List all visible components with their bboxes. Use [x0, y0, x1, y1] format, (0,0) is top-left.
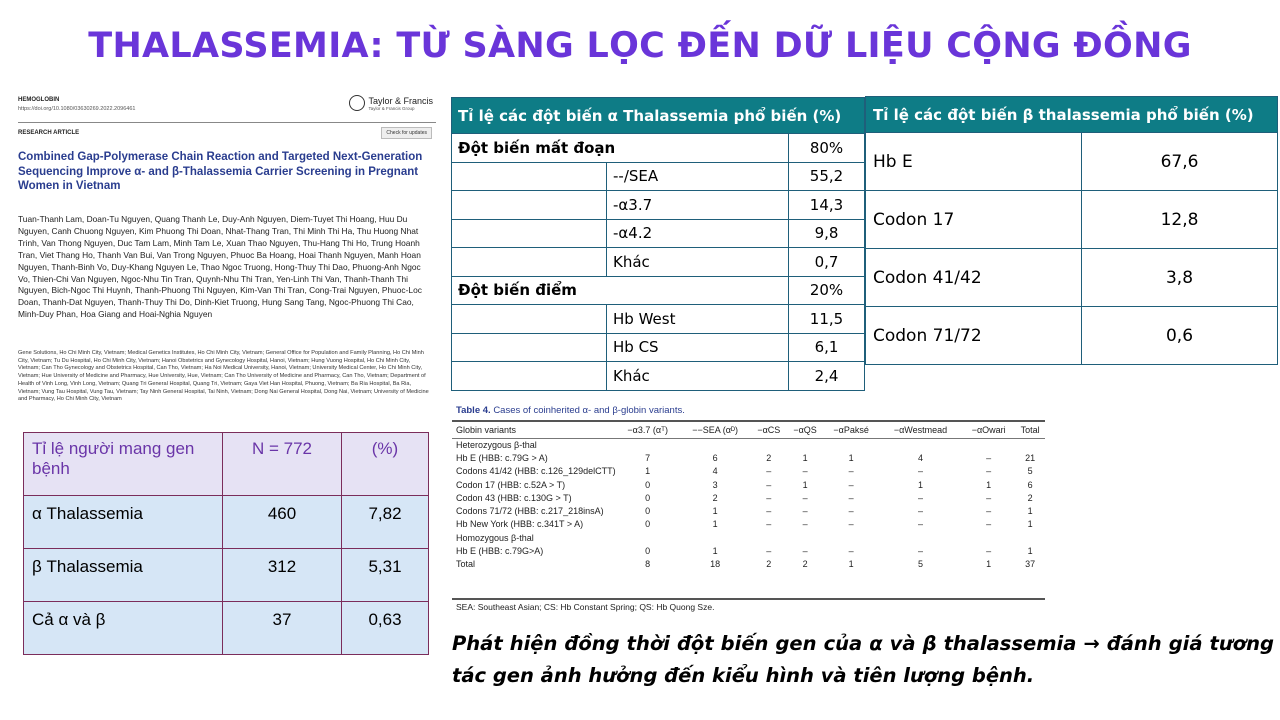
table4-cell: – — [848, 479, 854, 490]
table4-cell: 1 — [1027, 546, 1033, 557]
table4 — [452, 422, 1045, 571]
table4-cell: – — [802, 546, 808, 557]
carrier-row-n: 37 — [223, 602, 342, 655]
table4-cell — [962, 438, 1015, 451]
alpha-row-name: --/SEA — [607, 162, 789, 191]
table-row — [452, 491, 1045, 504]
beta-row-name: Codon 17 — [866, 191, 1082, 249]
table4-cell: – — [848, 546, 854, 557]
table4-cell: 1 — [712, 519, 718, 530]
divider — [452, 598, 1045, 600]
alpha-row-value: 6,1 — [789, 333, 865, 362]
table4-cell: – — [917, 506, 923, 517]
article-type: RESEARCH ARTICLE — [18, 130, 80, 136]
table-cell-blank — [452, 219, 607, 248]
table4-column-header: −−SEA (αᴰ) — [692, 425, 738, 435]
table4-row-label: Codons 41/42 (HBB: c.126_129delCTT) — [456, 466, 616, 477]
table4-cell: 8 — [645, 559, 651, 570]
table4-cell: 0 — [645, 519, 651, 530]
table4-cell — [751, 531, 787, 544]
carrier-row-n: 312 — [223, 549, 342, 602]
table4-cell: – — [917, 546, 923, 557]
carrier-row-pct: 0,63 — [342, 602, 429, 655]
table4-row-label: Heterozygous β-thal — [456, 439, 537, 450]
table4-cell: – — [986, 492, 992, 503]
carrier-row-pct: 7,82 — [342, 496, 429, 549]
alpha-group-label: Đột biến điểm — [452, 276, 789, 305]
table4-cell: – — [766, 479, 772, 490]
table4-figure — [452, 402, 1045, 616]
table4-cell: – — [986, 452, 992, 463]
alpha-table-header: Tỉ lệ các đột biến α Thalassemia phổ biến (%) — [452, 98, 865, 134]
table4-cell: – — [986, 519, 992, 530]
table-cell-blank — [452, 248, 607, 277]
table4-cell — [823, 531, 878, 544]
paper-authors: Tuan-Thanh Lam, Doan-Tu Nguyen, Quang Thanh Le, Duy-Anh Nguyen, Diem-Tuyet Thi Hoang, Huu Du Nguyen, Canh Chuong Nguyen, Kim Phuong Thi Doan, Nhat-Thang Tran, Thi Minh Thi Ha, Thu Huong Nhat Trinh, Van Thong Nguyen, Duc Tam Lam, Minh Tam Le, Xuan Thao Nguyen, Thu-Hang Thi Ho, Trung Hoanh Tran, Viet Thang Ho, Thanh Van Bui, Van Trong Nguyen, Phuoc Ba Hoang, Hoai Thanh Nguyen, Manh Hoan Nguyen, Thanh-Binh Vo, Duy-Khang Nguyen Le, Thao Ngoc Truong, Hong-Thuy Thi Dao, Phuong-Anh Ngoc Vo, Thien-Chi Van Nguyen, Ngoc-Nhu Tin Tran, Quynh-Nhu Thi Tran, Yen-Linh Thi Van, Thanh-Thanh Thi Nguyen, Bich-Ngoc Thi Huynh, Thanh-Phuong Thi Nguyen, Kim-Van Thi Tran, Cong-Trai Nguyen, Phuoc-Loc Doan, Thanh-Dat Nguyen, Thanh-Thuy Thi Do, Dinh-Kiet Truong, Hung Sang Tang, Ngoc-Phuong Thi Cao, Minh-Duy Phan, Hoa Giang and Hoai-Nghia Nguyen — [18, 214, 422, 320]
carrier-row-name: β Thalassemia — [24, 549, 223, 602]
table4-row-label: Homozygous β-thal — [456, 532, 534, 543]
beta-row-name: Hb E — [866, 133, 1082, 191]
beta-row-name: Codon 71/72 — [866, 307, 1082, 365]
table4-cell — [1015, 438, 1045, 451]
journal-name: HEMOGLOBIN — [18, 97, 60, 103]
alpha-group-label: Đột biến mất đoạn — [452, 134, 789, 163]
table4-cell: 4 — [917, 452, 923, 463]
table4-cell: 1 — [848, 452, 854, 463]
alpha-row-name: Khác — [607, 248, 789, 277]
table4-cell: 18 — [710, 559, 721, 570]
table4-cell: – — [766, 519, 772, 530]
table4-cell — [823, 438, 878, 451]
carrier-header-pct: (%) — [342, 433, 429, 496]
carrier-header-label: Tỉ lệ người mang gen bệnh — [24, 433, 223, 496]
table-row — [452, 544, 1045, 557]
table4-cell — [616, 531, 679, 544]
table4-caption-label: Table 4. — [456, 405, 491, 416]
alpha-row-name: -α4.2 — [607, 219, 789, 248]
table4-cell: – — [802, 492, 808, 503]
table4-cell: – — [917, 466, 923, 477]
publisher-logo-icon — [349, 95, 365, 111]
table4-cell — [616, 438, 679, 451]
table4-row-label: Codon 43 (HBB: c.130G > T) — [456, 492, 572, 503]
carrier-row-pct: 5,31 — [342, 549, 429, 602]
table4-cell: 6 — [1027, 479, 1033, 490]
table4-cell: – — [986, 506, 992, 517]
alpha-row-name: Hb West — [607, 305, 789, 334]
alpha-row-name: -α3.7 — [607, 191, 789, 220]
table4-cell: 4 — [712, 466, 718, 477]
alpha-thalassemia-table — [451, 97, 865, 391]
table4-cell: – — [802, 519, 808, 530]
alpha-group-value: 80% — [789, 134, 865, 163]
table-row — [452, 504, 1045, 517]
paper-snippet — [18, 92, 436, 437]
table4-cell — [1015, 531, 1045, 544]
table4-cell — [679, 438, 751, 451]
table4-cell: 1 — [712, 546, 718, 557]
table-row — [452, 465, 1045, 478]
check-updates-button[interactable]: Check for updates — [381, 127, 432, 139]
table4-cell: 1 — [645, 466, 651, 477]
divider — [18, 122, 436, 123]
table-cell-blank — [452, 333, 607, 362]
beta-table-header: Tỉ lệ các đột biến β thalassemia phổ biến (%) — [866, 97, 1278, 133]
table4-cell: 1 — [986, 559, 992, 570]
table4-cell: 3 — [712, 479, 718, 490]
table4-column-header: −αOwari — [971, 425, 1006, 435]
publisher-name: Taylor & Francis — [368, 95, 433, 106]
table4-row-label: Hb E (HBB: c.79G>A) — [456, 546, 544, 557]
table4-row-label: Hb E (HBB: c.79G > A) — [456, 452, 548, 463]
table4-cell — [787, 438, 824, 451]
alpha-row-value: 2,4 — [789, 362, 865, 391]
table4-cell: 1 — [848, 559, 854, 570]
table4-footnote: SEA: Southeast Asian; CS: Hb Constant Spring; QS: Hb Quong Sze. — [456, 602, 715, 612]
table4-cell: – — [802, 506, 808, 517]
table4-cell: 1 — [986, 479, 992, 490]
table4-cell: 1 — [712, 506, 718, 517]
table4-row-label: Total — [456, 559, 476, 570]
table4-cell: – — [766, 506, 772, 517]
table4-cell: – — [766, 546, 772, 557]
table4-column-header: −α3.7 (αᵀ) — [627, 425, 668, 435]
alpha-row-value: 14,3 — [789, 191, 865, 220]
table4-cell: 1 — [1027, 519, 1033, 530]
table4-cell: 5 — [1027, 466, 1033, 477]
table4-cell — [879, 531, 962, 544]
table4-column-header: −αPaksé — [833, 425, 869, 435]
table4-row-label: Codon 17 (HBB: c.52A > T) — [456, 479, 566, 490]
table4-cell: – — [766, 492, 772, 503]
paper-affiliations: Gene Solutions, Ho Chi Minh City, Vietnam; Medical Genetics Institutes, Ho Chi Minh City, Vietnam; General Office for Population and Family Planning, Ho Chi Minh City, Vietnam; Tu Du Hospital, Ho Chi Minh City, Vietnam; Hanoi Obstetrics and Gynecology Hospital, Hanoi, Vietnam; Hung Vuong Hospital, Ho Chi Minh City, Vietnam; Can Tho Gynecology and Obstetrics Hospital, Can Tho, Vietnam; Ha Noi Medical University, Hanoi, Vietnam; University Medical Center, Ho Chi Minh City, Vietnam; Hue University of Medicine and Pharmacy, Hue University, Hue, Vietnam; Can Tho University of Medicine and Pharmacy, Can Tho, Vietnam; Department of Health of Vinh Long, Vinh Long, Vietnam; Quang Tri General Hospital, Quang Tri, Vietnam; Gaya Viet Han Hospital, Phuong, Vietnam; Ba Ria Hospital, Ba Ria, Vietnam; Vung Tau Hospital, Vung Tau, Vietnam; Tay Ninh General Hospital, Tai Ninh, Vietnam; Dong Nai General Hospital, Dong Nai, Vietnam; University of Medicine and Pharmacy, Ho Chi Minh City, Vietnam — [18, 350, 429, 403]
table4-cell: – — [848, 466, 854, 477]
alpha-row-value: 55,2 — [789, 162, 865, 191]
beta-row-value: 67,6 — [1082, 133, 1278, 191]
table4-cell — [962, 531, 1015, 544]
publisher — [349, 95, 433, 111]
alpha-row-value: 9,8 — [789, 219, 865, 248]
doi-link[interactable]: https://doi.org/10.1080/03630269.2022.2096461 — [18, 106, 136, 112]
table4-cell: – — [917, 492, 923, 503]
slide-title: THALASSEMIA: TỪ SÀNG LỌC ĐẾN DỮ LIỆU CỘNG ĐỒNG — [88, 26, 1192, 66]
carrier-rate-table — [23, 432, 429, 655]
table4-row-label: Codons 71/72 (HBB: c.217_218insA) — [456, 506, 604, 517]
table-row — [452, 518, 1045, 531]
table4-cell: 0 — [645, 492, 651, 503]
table4-cell: 1 — [802, 479, 808, 490]
table4-cell: – — [848, 506, 854, 517]
table-cell-blank — [452, 162, 607, 191]
paper-title: Combined Gap-Polymerase Chain Reaction and Targeted Next-Generation Sequencing Improve α- and β-Thalassemia Carrier Screening in Pregnant Women in Vietnam — [18, 151, 423, 192]
alpha-group-value: 20% — [789, 276, 865, 305]
table4-cell: 1 — [917, 479, 923, 490]
table4-cell: – — [848, 492, 854, 503]
table-cell-blank — [452, 305, 607, 334]
table4-cell: – — [848, 519, 854, 530]
publisher-sub: Taylor & Francis Group — [368, 105, 415, 111]
table-cell-blank — [452, 191, 607, 220]
alpha-row-name: Khác — [607, 362, 789, 391]
alpha-row-value: 11,5 — [789, 305, 865, 334]
table4-cell: – — [917, 519, 923, 530]
table4-cell: – — [986, 546, 992, 557]
alpha-row-value: 0,7 — [789, 248, 865, 277]
table-row — [452, 531, 1045, 544]
table-row — [452, 451, 1045, 464]
table4-column-header: −αQS — [793, 425, 817, 435]
table4-column-header: −αCS — [757, 425, 781, 435]
table4-caption — [456, 405, 685, 416]
beta-thalassemia-table — [865, 96, 1278, 365]
carrier-header-n: N = 772 — [223, 433, 342, 496]
table4-cell: 0 — [645, 546, 651, 557]
conclusion-text: Phát hiện đồng thời đột biến gen của α và β thalassemia → đánh giá tương tác gen ảnh hưởng đến kiểu hình và tiên lượng bệnh. — [452, 632, 1274, 687]
beta-row-value: 0,6 — [1082, 307, 1278, 365]
carrier-row-name: α Thalassemia — [24, 496, 223, 549]
table4-cell: 1 — [1027, 506, 1033, 517]
table4-cell: 2 — [766, 452, 772, 463]
table-cell-blank — [452, 362, 607, 391]
table4-cell — [879, 438, 962, 451]
beta-row-value: 3,8 — [1082, 249, 1278, 307]
table4-cell — [679, 531, 751, 544]
table4-cell: 0 — [645, 506, 651, 517]
table4-cell: 0 — [645, 479, 651, 490]
beta-row-name: Codon 41/42 — [866, 249, 1082, 307]
beta-row-value: 12,8 — [1082, 191, 1278, 249]
table-row — [452, 438, 1045, 451]
table4-cell: 37 — [1025, 559, 1036, 570]
table4-cell: – — [766, 466, 772, 477]
table4-row-label: Hb New York (HBB: c.341T > A) — [456, 519, 584, 530]
table4-cell — [787, 531, 824, 544]
table4-column-header: Globin variants — [456, 425, 517, 435]
table4-cell: 1 — [802, 452, 808, 463]
table4-cell: 21 — [1025, 452, 1036, 463]
table4-cell: – — [986, 466, 992, 477]
table4-cell: 6 — [712, 452, 718, 463]
table4-column-header: Total — [1020, 425, 1040, 435]
table4-column-header: −αWestmead — [893, 425, 948, 435]
carrier-row-n: 460 — [223, 496, 342, 549]
table4-cell: 7 — [645, 452, 651, 463]
table4-cell: – — [802, 466, 808, 477]
alpha-row-name: Hb CS — [607, 333, 789, 362]
table-row — [452, 558, 1045, 571]
table4-cell: 5 — [917, 559, 923, 570]
table4-cell: 2 — [766, 559, 772, 570]
table4-cell: 2 — [712, 492, 718, 503]
carrier-row-name: Cả α và β — [24, 602, 223, 655]
table4-caption-text: Cases of coinherited α- and β-globin variants. — [493, 405, 685, 416]
table4-cell: 2 — [1027, 492, 1033, 503]
table4-cell — [751, 438, 787, 451]
table4-cell: 2 — [802, 559, 808, 570]
table-row — [452, 478, 1045, 491]
